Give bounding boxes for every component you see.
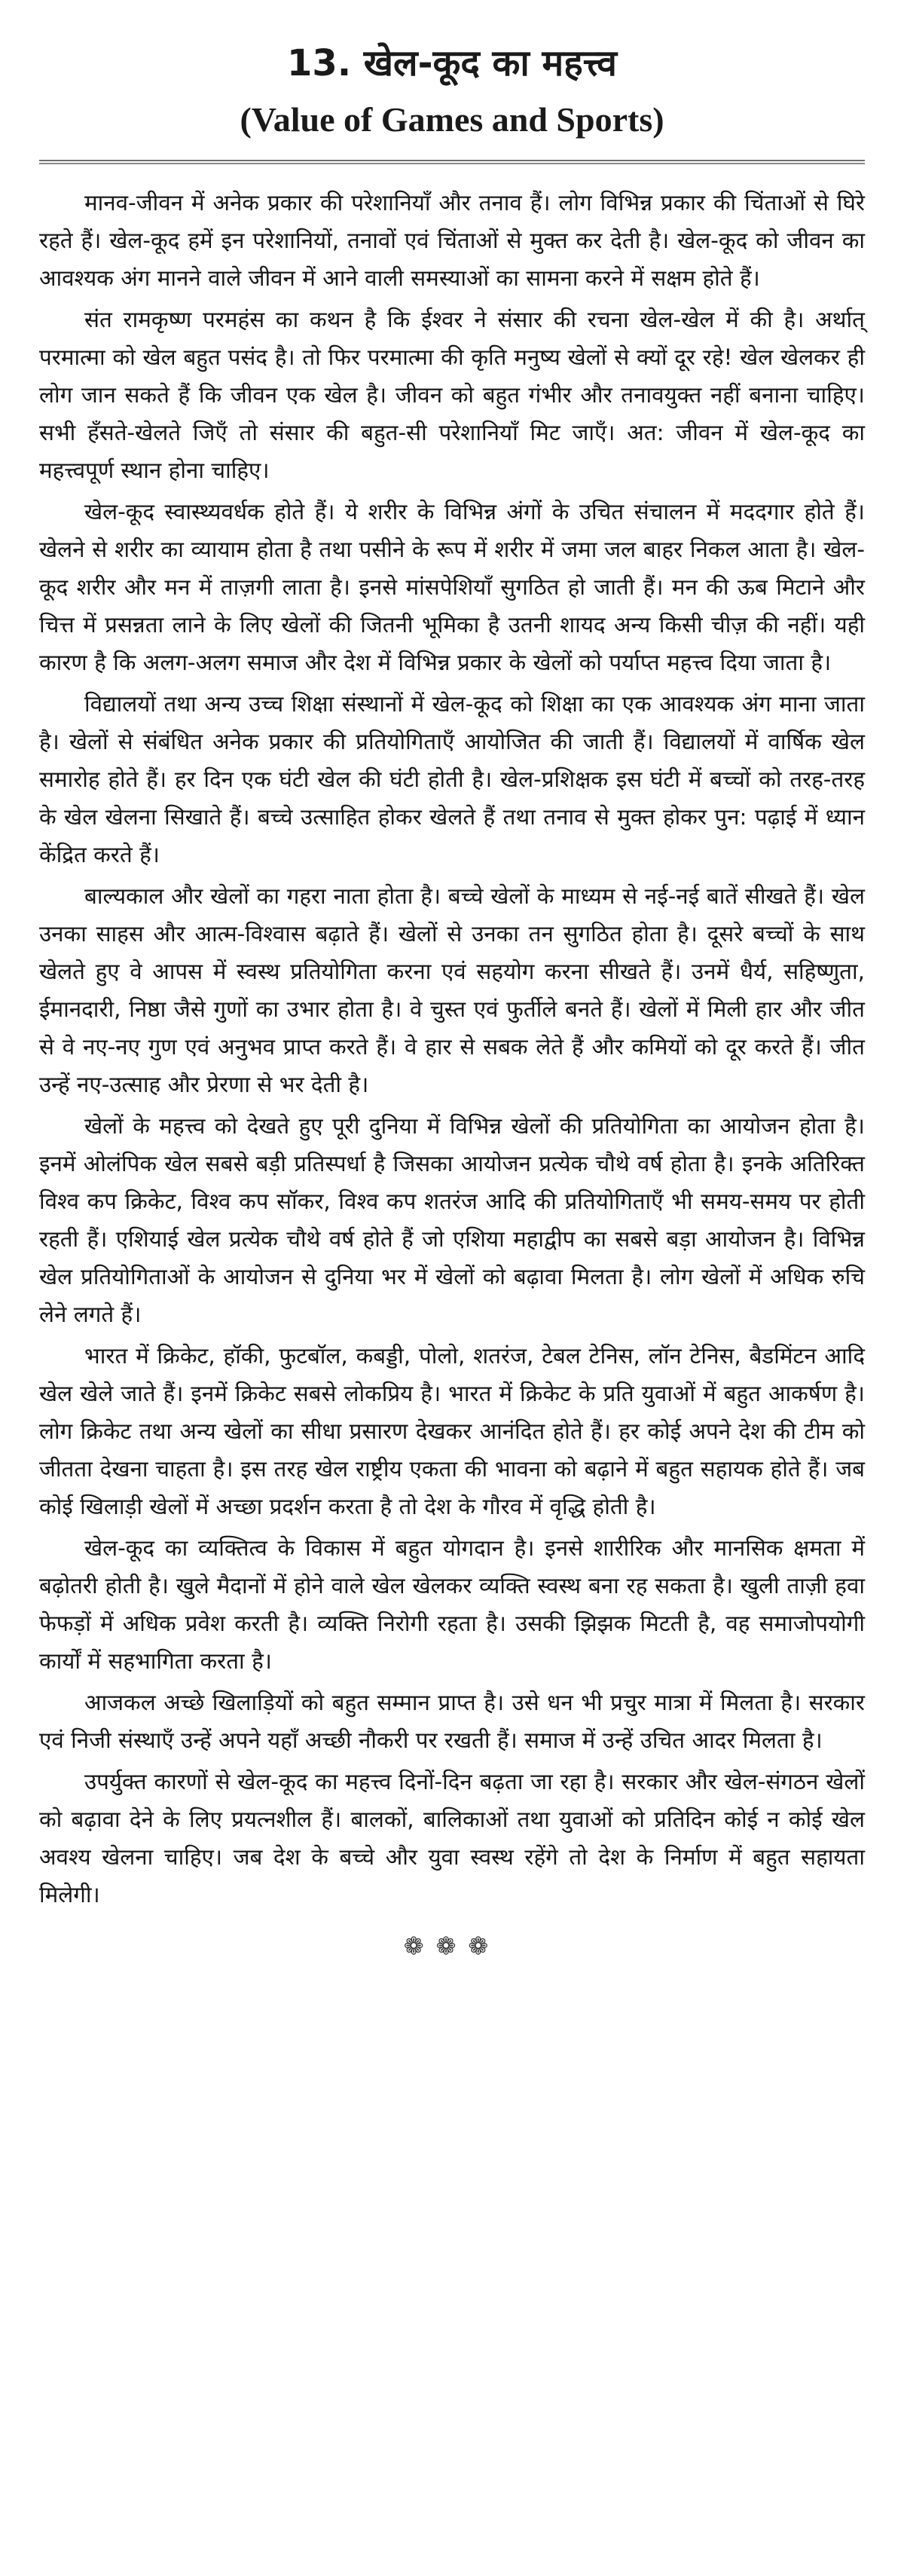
paragraph: उपर्युक्त कारणों से खेल-कूद का महत्त्व दिनों-दिन बढ़ता जा रहा है। सरकार और खेल-संगठन खेलों को बढ़ावा देने के लिए प्रयत्नशील हैं। बालकों, बालिकाओं तथा युवाओं को प्रतिदिन कोई न कोई खेल अवश्य खेलना चाहिए। जब देश के बच्चे और युवा स्वस्थ रहेंगे तो देश के निर्माण में बहुत सहायता मिलेगी। [39, 1769, 865, 1908]
paragraph: बाल्यकाल और खेलों का गहरा नाता होता है। बच्चे खेलों के माध्यम से नई-नई बातें सीखते हैं। खेल उनका साहस और आत्म-विश्वास बढ़ाते हैं। खेलों से उनका तन सुगठित होता है। दूसरे बच्चों के साथ खेलते हुए वे आपस में स्वस्थ प्रतियोगिता करना एवं सहयोग करना सीखते हैं। उनमें धैर्य, सहिष्णुता, ईमानदारी, निष्ठा जैसे गुणों का उभार होता है। वे चुस्त एवं फुर्तीले बनते हैं। खेलों में मिली हार और जीत से वे नए-नए गुण एवं अनुभव प्राप्त करते हैं। वे हार से सबक लेते हैं और कमियों को दूर करते हैं। जीत उन्हें नए-उत्साह और प्रेरणा से भर देती है। [39, 883, 865, 1097]
paragraph: खेलों के महत्त्व को देखते हुए पूरी दुनिया में विभिन्न खेलों की प्रतियोगिता का आयोजन होता है। इनमें ओलंपिक खेल सबसे बड़ी प्रतिस्पर्धा है जिसका आयोजन प्रत्येक चौथे वर्ष होता है। इनके अतिरिक्त विश्व कप क्रिकेट, विश्व कप सॉकर, विश्व कप शतरंज आदि की प्रतियोगिताएँ भी समय-समय पर होती रहती हैं। एशियाई खेल प्रत्येक चौथे वर्ष होते हैं जो एशिया महाद्वीप का सबसे बड़ा आयोजन है। विभिन्न खेल प्रतियोगिताओं के आयोजन से दुनिया भर में खेलों को बढ़ावा मिलता है। लोग खेलों में अधिक रुचि लेने लगते हैं। [39, 1113, 865, 1327]
paragraph: मानव-जीवन में अनेक प्रकार की परेशानियाँ और तनाव हैं। लोग विभिन्न प्रकार की चिंताओं से घिरे रहते हैं। खेल-कूद हमें इन परेशानियों, तनावों एवं चिंताओं से मुक्त कर देती है। खेल-कूद को जीवन का आवश्यक अंग मानने वाले जीवन में आने वाली समस्याओं का सामना करने में सक्षम होते हैं। [39, 190, 865, 291]
paragraph: भारत में क्रिकेट, हॉकी, फुटबॉल, कबड्डी, पोलो, शतरंज, टेबल टेनिस, लॉन टेनिस, बैडमिंटन आदि खेल खेले जाते हैं। इनमें क्रिकेट सबसे लोकप्रिय है। भारत में क्रिकेट के प्रति युवाओं में बहुत आकर्षण है। लोग क्रिकेट तथा अन्य खेलों का सीधा प्रसारण देखकर आनंदित होते हैं। हर कोई अपने देश की टीम को जीतता देखना चाहता है। इस तरह खेल राष्ट्रीय एकता की भावना को बढ़ाने में बहुत सहायक होते हैं। जब कोई खिलाड़ी खेलों में अच्छा प्रदर्शन करता है तो देश के गौरव में वृद्धि होती है। [39, 1343, 865, 1519]
end-ornament-icon: ❁❁❁ [403, 1932, 501, 1960]
paragraph: संत रामकृष्ण परमहंस का कथन है कि ईश्वर ने संसार की रचना खेल-खेल में की है। अर्थात् परमात्मा को खेल बहुत पसंद है। तो फिर परमात्मा की कृति मनुष्य खेलों से क्यों दूर रहे! खेल खेलकर ही लोग जान सकते हैं कि जीवन एक खेल है। जीवन को बहुत गंभीर और तनावयुक्त नहीं बनाना चाहिए। सभी हँसते-खेलते जिएँ तो संसार की बहुत-सी परेशानियाँ मिट जाएँ। अत: जीवन में खेल-कूद का महत्त्वपूर्ण स्थान होना चाहिए। [39, 307, 865, 483]
paragraph: विद्यालयों तथा अन्य उच्च शिक्षा संस्थानों में खेल-कूद को शिक्षा का एक आवश्यक अंग माना जाता है। खेलों से संबंधित अनेक प्रकार की प्रतियोगिताएँ आयोजित की जाती हैं। विद्यालयों में वार्षिक खेल समारोह होते हैं। हर दिन एक घंटी खेल की घंटी होती है। खेल-प्रशिक्षक इस घंटी में बच्चों को तरह-तरह के खेल खेलना सिखाते हैं। बच्चे उत्साहित होकर खेलते हैं तथा तनाव से मुक्त होकर पुन: पढ़ाई में ध्यान केंद्रित करते हैं। [39, 691, 865, 867]
paragraph: खेल-कूद स्वास्थ्यवर्धक होते हैं। ये शरीर के विभिन्न अंगों के उचित संचालन में मददगार होते हैं। खेलने से शरीर का व्यायाम होता है तथा पसीने के रूप में शरीर में जमा जल बाहर निकल आता है। खेल-कूद शरीर और मन में ताज़गी लाता है। इनसे मांसपेशियाँ सुगठित हो जाती हैं। मन की ऊब मिटाने और चित्त में प्रसन्नता लाने के लिए खेलों की जितनी भूमिका है उतनी शायद अन्य किसी चीज़ की नहीं। यही कारण है कि अलग-अलग समाज और देश में विभिन्न प्रकार के खेलों को पर्याप्त महत्त्व दिया जाता है। [39, 499, 865, 675]
paragraph: आजकल अच्छे खिलाड़ियों को बहुत सम्मान प्राप्त है। उसे धन भी प्रचुर मात्रा में मिलता है। सरकार एवं निजी संस्थाएँ उन्हें अपने यहाँ अच्छी नौकरी पर रखती हैं। समाज में उन्हें उचित आदर मिलता है। [39, 1690, 865, 1753]
essay-body [39, 184, 865, 1914]
essay-subtitle: (Value of Games and Sports) [240, 100, 664, 139]
paragraph: खेल-कूद का व्यक्तित्व के विकास में बहुत योगदान है। इनसे शारीरिक और मानसिक क्षमता में बढ़ोतरी होती है। खुले मैदानों में होने वाले खेल खेलकर व्यक्ति स्वस्थ बना रह सकता है। खुली ताज़ी हवा फेफड़ों में अधिक प्रवेश करती है। व्यक्ति निरोगी रहता है। उसकी झिझक मिटती है, वह समाजोपयोगी कार्यों में सहभागिता करता है। [39, 1535, 865, 1674]
essay-title: 13. खेल-कूद का महत्त्व [287, 42, 617, 84]
title-divider [39, 160, 865, 164]
